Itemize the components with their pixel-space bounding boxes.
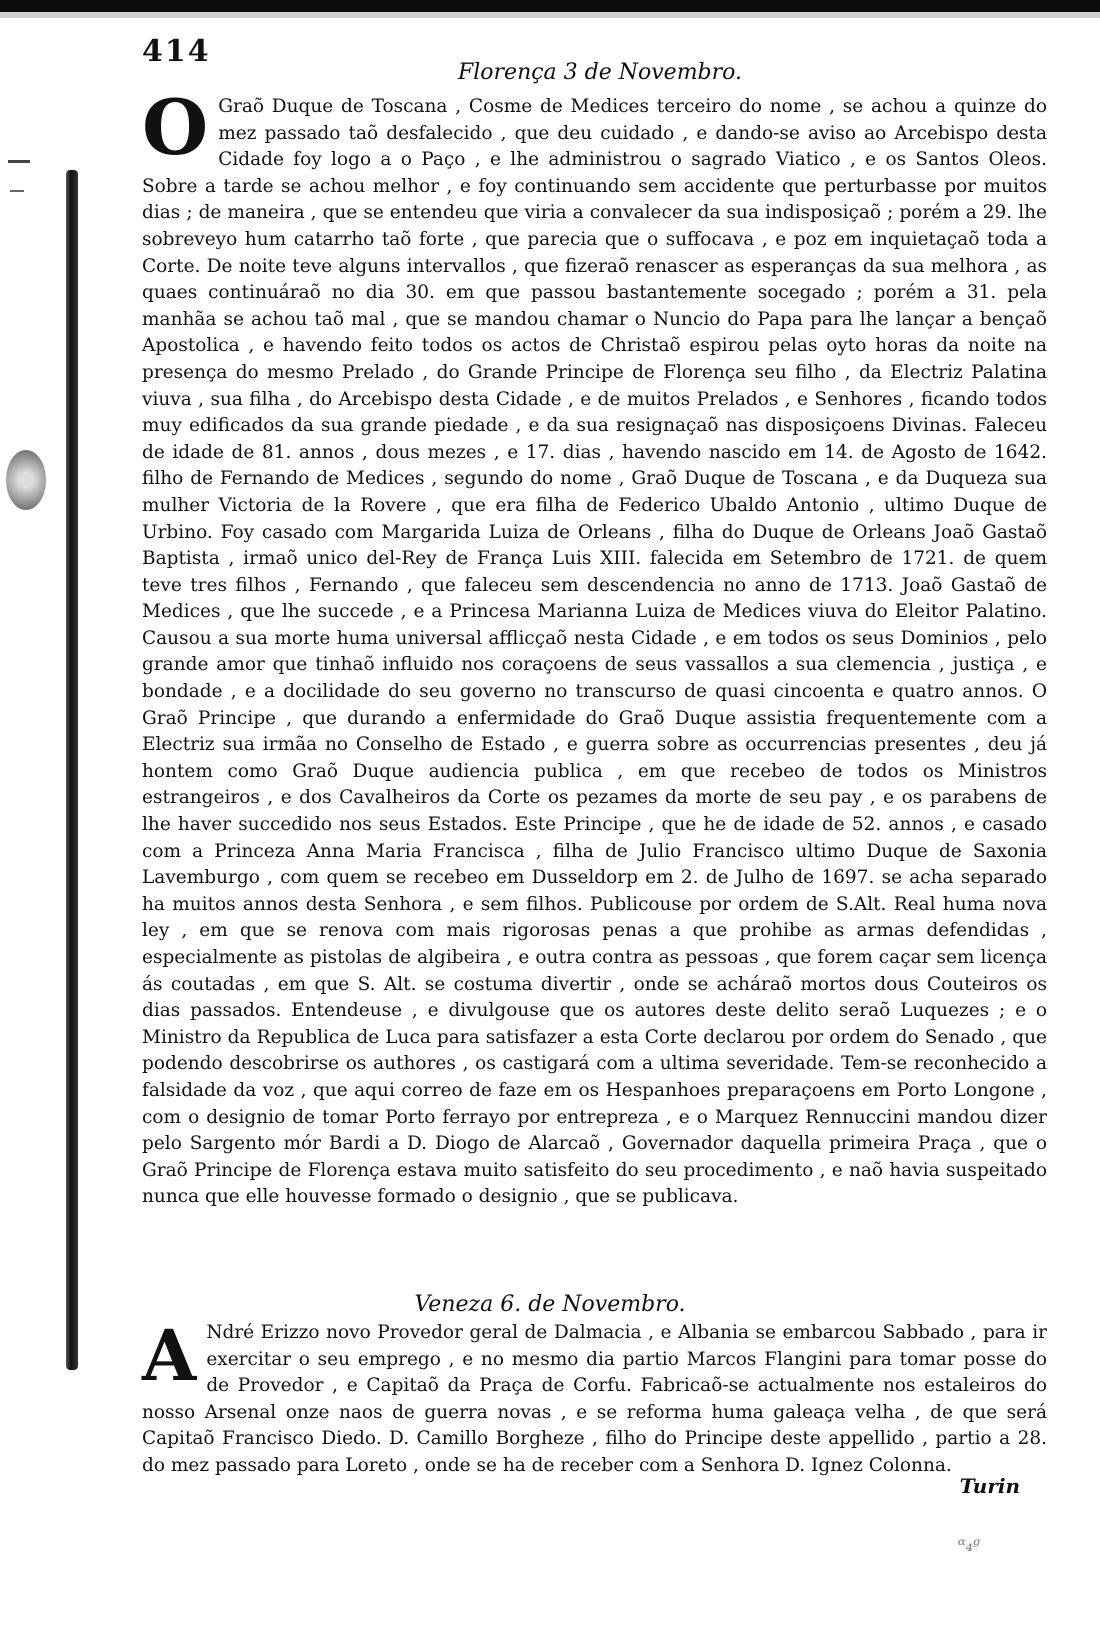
dateline-venice: Veneza 6. de Novembro. (414, 1292, 686, 1317)
article-body (142, 1314, 1047, 1480)
article-body (142, 83, 1047, 1211)
top-border (0, 0, 1100, 12)
signature-mark: ᵅ₄ᵍ (957, 1535, 980, 1556)
binding-shadow (66, 170, 78, 1370)
top-border-shadow (0, 12, 1100, 18)
article-text: Ndré Erizzo novo Provedor geral de Dalmacia , e Albania se embarcou Sabbado , para ir exercitar o seu emprego , e no mesmo dia partio Marcos Flangini para tomar posse do de Provedor , e Capitaõ da Praça de Corfu. Fabricaõ-se actualmente nos estaleiros do nosso Arsenal onze naos de guerra novas , e se reforma huma galeaça velha , de que será Capitaõ Francisco Diedo. D. Camillo Borgheze , filho do Principe deste appellido , partio a 28. do mez passado para Loreto , onde se ha de receber com a Senhora D. Ignez Colonna. (142, 1322, 1047, 1476)
article-text: Graõ Duque de Toscana , Cosme de Medices terceiro do nome , se achou a quinze do mez passado taõ desfalecido , que deu cuidado , e dando-se aviso ao Arcebispo desta Cidade foy logo a o Paço , e lhe administrou o sagrado Viatico , e os Santos Oleos. Sobre a tarde se achou melhor , e foy continuando sem accidente que perturbasse por muitos dias ; de maneira , que se entendeu que viria a convalecer da sua indisposiçaõ ; porém a 29. lhe sobreveyo hum catarrho taõ forte , que parecia que o suffocava , e poz em inquietaçaõ toda a Corte. De noite teve alguns intervallos , que fizeraõ renascer as esperanças da sua melhora , as quaes continuáraõ no dia 30. em que passou bastantemente socegado ; porém a 31. pela manhãa se achou taõ mal , que se mandou chamar o Nuncio do Papa para lhe lançar a bençaõ Apostolica , e havendo feito todos os actos de Christaõ espirou pelas oyto horas da noite na presença do mesmo Prelado , do Grande Principe de Florença seu filho , da Electriz Palatina viuva , sua filha , do Arcebispo desta Cidade , e de muitos Prelados , e Senhores , ficando todos muy edificados da sua grande piedade , e da sua resignaçaõ nas disposiçoens Divinas. Faleceu de idade de 81. annos , dous mezes , e 17. dias , havendo nascido em 14. de Agosto de 1642. filho de Fernando de Medices , segundo do nome , Graõ Duque de Toscana , e da Duqueza sua mulher Victoria de la Rovere , que era filha de Federico Ubaldo Antonio , ultimo Duque de Urbino. Foy casado com Margarida Luiza de Orleans , filha do Duque de Orleans Joaõ Gastaõ Baptista , irmaõ unico del-Rey de França Luis XIII. falecida em Setembro de 1721. de quem teve tres filhos , Fernando , que faleceu sem descendencia no anno de 1713. Joaõ Gastaõ de Medices , que lhe succede , e a Princesa Marianna Luiza de Medices viuva do Eleitor Palatino. Causou a sua morte huma universal afflicçaõ nesta Cidade , e em todos os seus Dominios , pelo grande amor que tinhaõ influido nos coraçoens de seus vassallos a sua clemencia , justiça , e bondade , e a docilidade do seu governo no transcurso de quasi cincoenta e quatro annos. O Graõ Principe , que durando a enfermidade do Graõ Duque assistia frequentemente com a Electriz sua irmãa no Conselho de Estado , e guerra sobre as occurrencias presentes , deu já hontem como Graõ Duque audiencia publica , em que recebeo de todos os Ministros estrangeiros , e dos Cavalheiros da Corte os pezames da morte de seu pay , e os parabens de lhe haver succedido nos seus Estados. Este Principe , que he de idade de 52. annos , e casado com a Princeza Anna Maria Francisca , filha de Julio Francisco ultimo Duque de Saxonia Lavemburgo , com quem se recebeo em Dusseldorp em 2. de Julho de 1697. se acha separado ha muitos annos desta Senhora , e sem filhos. Publicouse por ordem de S.Alt. Real huma nova ley , em que se renova com mais rigorosas penas a que prohibe as armas defendidas , especialmente as pistolas de algibeira , e outra contra as pessoas , que forem caçar sem licença ás coutadas , em que S. Alt. se costuma divertir , onde se acháraõ mortos dous Couteiros os dias passados. Entendeuse , e divulgouse que os autores deste delito seraõ Luquezes ; e o Ministro da Republica de Luca para satisfazer a esta Corte declarou por ordem do Senado , que podendo descobrirse os authores , os castigará com a ultima severidade. Tem-se reconhecido a falsidade da voz , que aqui correo de faze em os Hespanhoes preparaçoens em Porto Longone , com o designio de tomar Porto ferrayo por entrepreza , e o Marquez Rennuccini mandou dizer pelo Sargento mór Bardi a D. Diogo de Alarcaõ , Governador daquella primeira Praça , que o Graõ Principe de Florença estava muito satisfeito do seu procedimento , e naõ havia suspeitado nunca que elle houvesse formado o designio , que se publicava. (142, 96, 1047, 1208)
drop-cap: A (142, 1314, 197, 1397)
page-number: 414 (142, 34, 211, 69)
catchword: Turin (959, 1474, 1020, 1498)
page-edge-mark (10, 190, 24, 192)
dateline-florence: Florença 3 de Novembro. (457, 60, 743, 85)
article-florence (142, 83, 1047, 1211)
paper-stain (6, 450, 46, 510)
drop-cap: O (142, 83, 209, 172)
article-venice (142, 1314, 1047, 1480)
page-edge-mark (8, 160, 30, 163)
